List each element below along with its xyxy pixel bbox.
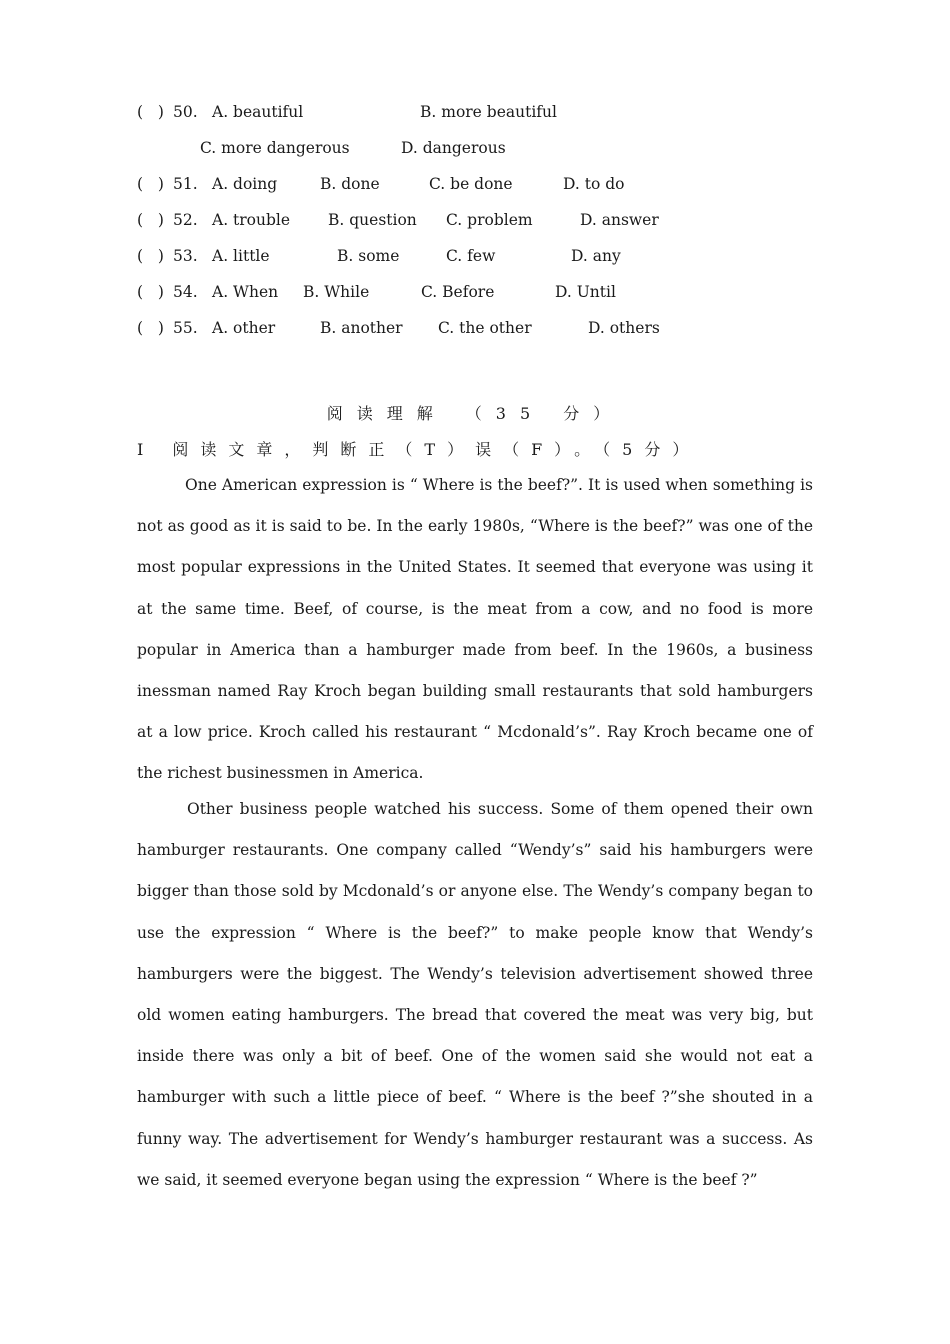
option-b: B. another xyxy=(320,319,403,337)
section-title: 阅读理解 （35 分） xyxy=(326,404,624,423)
answer-paren: ( ) xyxy=(137,247,164,265)
option-c: C. few xyxy=(446,247,496,265)
option-b: B. done xyxy=(320,175,380,193)
option-d: D. to do xyxy=(563,175,625,193)
reading-paragraph-2: Other business people watched his success. Some of them opened their own hamburger restaurants. One company called “Wendy’s” said his hamburgers were bigger than those sold by Mcdonald’s or anyone else. The Wendy’s company began to use the expression “ Where is the beef?” to make people know that Wendy’s hamburgers were the biggest. The Wendy’s television advertisement showed three old women eating hamburgers. The bread that covered the meat was very big, but inside there was only a bit of beef. One of the women said she would not eat a hamburger with such a little piece of beef. “ Where is the beef ?”she shouted in a funny way. The advertisement for Wendy’s hamburger restaurant was a success. As we said, it seemed everyone began using the expression “ Where is the beef ?” xyxy=(137,800,813,1189)
answer-paren: ( ) xyxy=(137,319,164,337)
option-c: C. Before xyxy=(421,283,495,301)
option-d: D. answer xyxy=(580,211,659,229)
option-b: B. While xyxy=(303,283,370,301)
option-a: A. doing xyxy=(212,175,278,193)
question-number: 52. xyxy=(173,211,198,229)
question-number: 55. xyxy=(173,319,198,337)
option-a: A. trouble xyxy=(212,211,291,229)
question-50-continued xyxy=(137,136,506,160)
option-c: C. problem xyxy=(446,211,533,229)
option-d: D. others xyxy=(588,319,660,337)
option-a: A. other xyxy=(212,319,276,337)
question-number: 54. xyxy=(173,283,198,301)
question-55 xyxy=(137,316,660,340)
option-c: C. more dangerous xyxy=(200,139,350,157)
option-a: A. When xyxy=(212,283,279,301)
answer-paren: ( ) xyxy=(137,175,164,193)
option-b: B. more beautiful xyxy=(420,103,557,121)
question-54 xyxy=(137,280,616,304)
option-d: D. any xyxy=(571,247,621,265)
answer-paren: ( ) xyxy=(137,211,164,229)
option-c: C. be done xyxy=(429,175,513,193)
question-53 xyxy=(137,244,621,268)
answer-paren: ( ) xyxy=(137,283,164,301)
option-a: A. beautiful xyxy=(212,103,304,121)
option-b: B. some xyxy=(337,247,400,265)
question-52 xyxy=(137,208,659,232)
option-d: D. dangerous xyxy=(401,139,506,157)
question-number: 50. xyxy=(173,103,198,121)
question-number: 51. xyxy=(173,175,198,193)
section-instruction: I 阅读文章，判断正（T）误（F）。（5分） xyxy=(137,440,701,459)
question-51 xyxy=(137,172,625,196)
question-number: 53. xyxy=(173,247,198,265)
reading-paragraph-1: One American expression is “ Where is the beef?”. It is used when something is not as good as it is said to be. In the early 1980s, “Where is the beef?” was one of the most popular expressions in the United States. It seemed that everyone was using it at the same time. Beef, of course, is the meat from a cow, and no food is more popular in America than a hamburger made from beef. In the 1960s, a business inessman named Ray Kroch began building small restaurants that sold hamburgers at a low price. Kroch called his restaurant “ Mcdonald’s”. Ray Kroch became one of the richest businessmen in America. xyxy=(137,476,813,783)
option-c: C. the other xyxy=(438,319,532,337)
option-d: D. Until xyxy=(555,283,616,301)
option-b: B. question xyxy=(328,211,417,229)
answer-paren: ( ) xyxy=(137,103,164,121)
option-a: A. little xyxy=(212,247,270,265)
question-50 xyxy=(137,100,557,124)
